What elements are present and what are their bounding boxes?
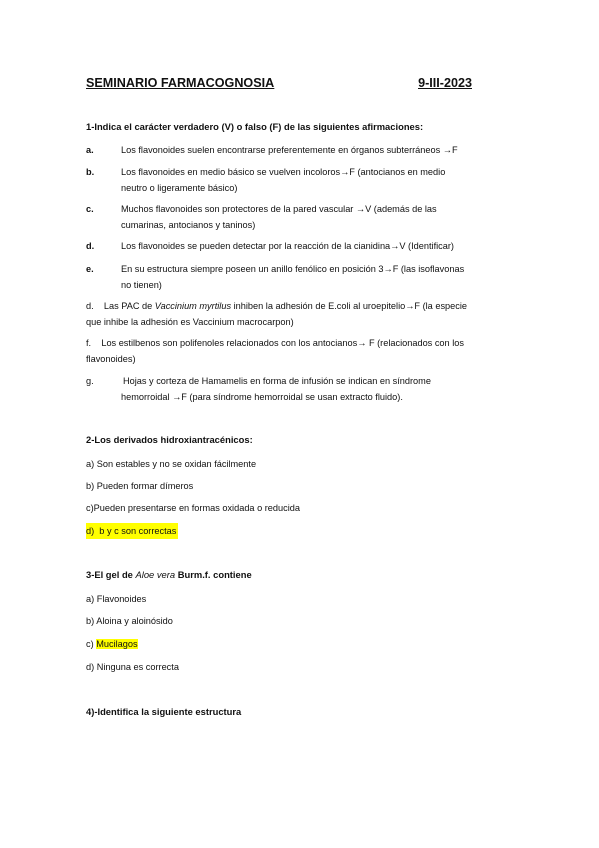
q2-option-c: c)Pueden presentarse en formas oxidada o reducida xyxy=(86,503,300,513)
q1-item-text-post: inhiben la adhesión de E.coli al uroepitelio→F (la especie xyxy=(231,301,468,311)
q1-item-text: Los flavonoides se pueden detectar por la reacción de la cianidina→V (Identificar) xyxy=(121,241,454,251)
q1-item-f xyxy=(86,335,464,367)
option-prefix: c) xyxy=(86,639,94,649)
q1-item-label: e. xyxy=(86,264,94,274)
option-prefix: d) xyxy=(86,526,95,536)
q1-item-text: Los flavonoides en medio básico se vuelven incoloros→F (antocianos en medio xyxy=(121,167,446,177)
q1-item-text-pre: Las PAC de xyxy=(103,301,155,311)
question-2-heading: 2-Los derivados hidroxiantracénicos: xyxy=(86,434,253,445)
heading-text-pre: 3-El gel de xyxy=(86,569,136,580)
q1-item-text: En su estructura siempre poseen un anillo fenólico en posición 3→F (las isoflavonas xyxy=(121,264,465,274)
q1-item-d2 xyxy=(86,298,467,330)
q1-item-label: a. xyxy=(86,145,94,155)
q3-option-d: d) Ninguna es correcta xyxy=(86,662,179,672)
heading-text-post: Burm.f. contiene xyxy=(175,569,252,580)
q2-option-b: b) Pueden formar dímeros xyxy=(86,481,194,491)
q1-item-text-cont: neutro o ligeramente básico) xyxy=(121,183,238,193)
q2-option-d-highlighted xyxy=(86,523,178,539)
q1-item-text: Muchos flavonoides son protectores de la pared vascular →V (además de las xyxy=(121,204,437,214)
q3-option-a: a) Flavonoides xyxy=(86,594,147,604)
page-title xyxy=(86,76,472,90)
q1-item-text: Los estilbenos son polifenoles relacionados con los antocianos→ F (relacionados con los xyxy=(101,338,464,348)
species-name: Vaccinium myrtilus xyxy=(154,301,232,311)
q3-option-b: b) Aloina y aloinósido xyxy=(86,616,173,626)
seminar-title: SEMINARIO FARMACOGNOSIA xyxy=(86,76,275,90)
q1-item-label: g. xyxy=(86,376,94,386)
q1-item-label: d. xyxy=(86,301,94,311)
q1-item-text-cont: flavonoides) xyxy=(86,354,136,364)
q2-option-a: a) Son estables y no se oxidan fácilmente xyxy=(86,459,257,469)
q1-item-label: b. xyxy=(86,167,95,177)
q1-item-text-cont: no tienen) xyxy=(121,280,162,290)
q1-item-text: Los flavonoides suelen encontrarse preferentemente en órganos subterráneos →F xyxy=(121,145,458,155)
seminar-date: 9-III-2023 xyxy=(418,76,472,90)
question-1-heading: 1-Indica el carácter verdadero (V) o falso (F) de las siguientes afirmaciones: xyxy=(86,121,424,132)
q1-item-text-cont: cumarinas, antocianos y taninos) xyxy=(121,220,256,230)
q1-item-text-cont: hemorroidal →F (para síndrome hemorroidal se usan extracto fluido). xyxy=(121,392,403,402)
q1-item-label: c. xyxy=(86,204,94,214)
option-text: b y c son correctas xyxy=(99,526,177,536)
q1-item-text: Hojas y corteza de Hamamelis en forma de infusión se indican en síndrome xyxy=(123,376,431,386)
q1-item-label: f. xyxy=(86,338,92,348)
question-3-heading xyxy=(86,569,252,580)
question-4-heading: 4)-Identifica la siguiente estructura xyxy=(86,706,242,717)
q1-item-label: d. xyxy=(86,241,95,251)
q3-option-c xyxy=(86,636,138,652)
species-name: Aloe vera xyxy=(135,569,176,580)
q1-item-text-cont: que inhibe la adhesión es Vaccinium macrocarpon) xyxy=(86,317,294,327)
option-text-highlighted: Mucilagos xyxy=(96,639,138,649)
